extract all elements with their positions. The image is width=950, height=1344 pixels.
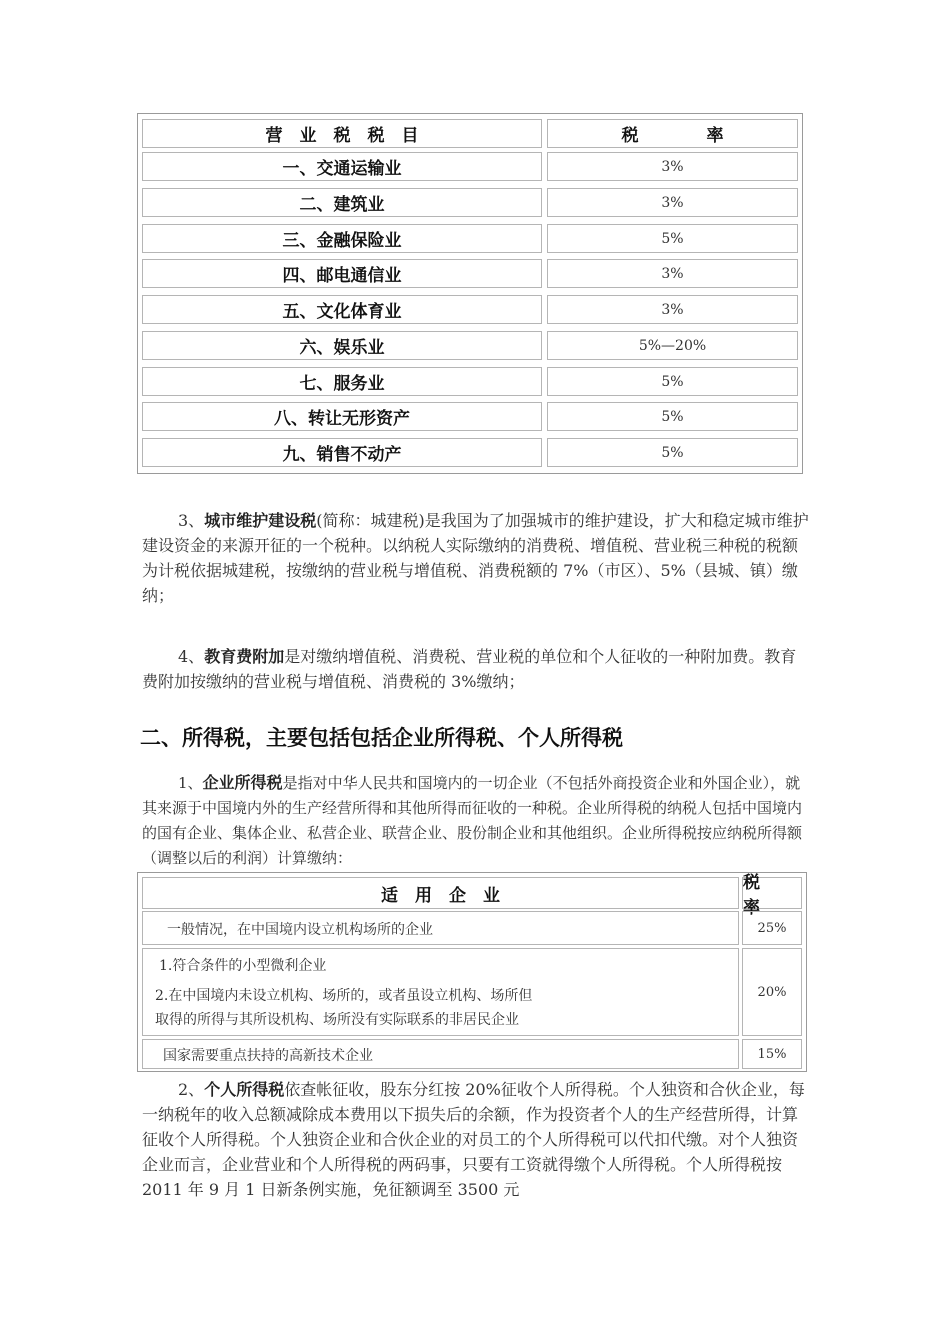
- tax-item: 七、服务业: [142, 367, 542, 396]
- enterprise-desc: 国家需要重点扶持的高新技术企业: [163, 1048, 373, 1064]
- header-tax-rate: 税 率: [742, 877, 802, 909]
- tax-item: 一、交通运输业: [142, 152, 542, 181]
- item-number: 1、: [178, 774, 203, 792]
- tax-rate: 5%—20%: [547, 331, 798, 360]
- enterprise-desc: 取得的所得与其所设机构、场所没有实际联系的非居民企业: [155, 1012, 519, 1028]
- header-applicable-enterprise: 适 用 企 业: [142, 877, 739, 909]
- tax-item: 八、转让无形资产: [142, 402, 542, 431]
- tax-rate: 5%: [547, 402, 798, 431]
- tax-rate: 3%: [547, 188, 798, 217]
- item-number: 4、: [178, 647, 205, 666]
- tax-rate: 3%: [547, 295, 798, 324]
- header-tax-item: 营 业 税 税 目: [142, 119, 542, 148]
- tax-rate: 5%: [547, 224, 798, 253]
- table-row: [142, 1039, 739, 1069]
- paragraph-text: 是对缴纳增值税、消费税、营业税的单位和个人征收的一种附加费。教育费附加按缴纳的营业税与增值税、消费税的 3%缴纳；: [142, 647, 797, 691]
- table-row: [142, 152, 798, 181]
- tax-item: 三、金融保险业: [142, 224, 542, 253]
- tax-item: 二、建筑业: [142, 188, 542, 217]
- term: 个人所得税: [204, 1080, 285, 1099]
- paragraph-text: (简称：城建税)是我国为了加强城市的维护建设，扩大和稳定城市维护建设资金的来源开征的一个税种。以纳税人实际缴纳的消费税、增值税、营业税三种税的税额为计税依据城建税，按缴纳的营业税与增值税、消费税额的 7%（市区）、5%（县城、镇）缴纳；: [142, 511, 809, 605]
- term: 企业所得税: [202, 773, 283, 792]
- table-row: [142, 188, 798, 217]
- tax-item: 四、邮电通信业: [142, 259, 542, 288]
- education-surcharge-paragraph: [142, 644, 812, 694]
- table-header-row: [142, 119, 798, 148]
- table-row: [142, 367, 798, 396]
- enterprise-desc: 一般情况，在中国境内设立机构场所的企业: [167, 922, 433, 938]
- tax-rate: 3%: [547, 152, 798, 181]
- header-tax-rate: 税 率: [547, 119, 798, 148]
- term: 城市维护建设税: [204, 511, 317, 530]
- enterprise-desc: 1.符合条件的小型微利企业: [159, 958, 327, 974]
- item-number: 3、: [178, 511, 205, 530]
- tax-rate: 3%: [547, 259, 798, 288]
- paragraph-text: 依查帐征收，股东分红按 20%征收个人所得税。个人独资和合伙企业，每一纳税年的收入总额减除成本费用以下损失后的余额，作为投资者个人的生产经营所得，计算征收个人所得税。个人独资企业和合伙企业的对员工的个人所得税可以代扣代缴。对个人独资企业而言，企业营业和个人所得税的两码事，只要有工资就得缴个人所得税。个人所得税按 2011 年 9 月 1 日新条例实施，免征额调至 3500 元: [142, 1080, 805, 1199]
- corporate-tax-table: [137, 872, 807, 1072]
- table-row: [142, 911, 739, 945]
- tax-rate: 5%: [547, 438, 798, 467]
- item-number: 2、: [178, 1080, 205, 1099]
- table-row: [142, 259, 798, 288]
- table-row: [142, 948, 739, 1036]
- table-row: [142, 331, 798, 360]
- term: 教育费附加: [204, 647, 285, 666]
- personal-income-tax-paragraph: [142, 1077, 812, 1202]
- tax-rate: 25%: [742, 911, 802, 945]
- table-row: [142, 295, 798, 324]
- corporate-income-tax-paragraph: [142, 770, 812, 871]
- tax-item: 九、销售不动产: [142, 438, 542, 467]
- table-row: [142, 438, 798, 467]
- table-row: [142, 402, 798, 431]
- tax-rate: 15%: [742, 1039, 802, 1069]
- business-tax-table: [137, 113, 803, 474]
- tax-item: 五、文化体育业: [142, 295, 542, 324]
- paragraph-text: 是指对中华人民共和国境内的一切企业（不包括外商投资企业和外国企业），就其来源于中国境内外的生产经营所得和其他所得而征收的一种税。企业所得税的纳税人包括中国境内的国有企业、集体企业、私营企业、联营企业、股份制企业和其他组织。企业所得税按应纳税所得额（调整以后的利润）计算缴纳：: [142, 774, 803, 867]
- enterprise-desc: 2.在中国境内未设立机构、场所的，或者虽设立机构、场所但: [155, 988, 533, 1004]
- tax-item: 六、娱乐业: [142, 331, 542, 360]
- urban-maintenance-tax-paragraph: [142, 508, 812, 608]
- section-heading: 二、所得税，主要包括包括企业所得税、个人所得税: [140, 726, 623, 750]
- table-row: [142, 224, 798, 253]
- tax-rate: 5%: [547, 367, 798, 396]
- tax-rate: 20%: [742, 948, 802, 1036]
